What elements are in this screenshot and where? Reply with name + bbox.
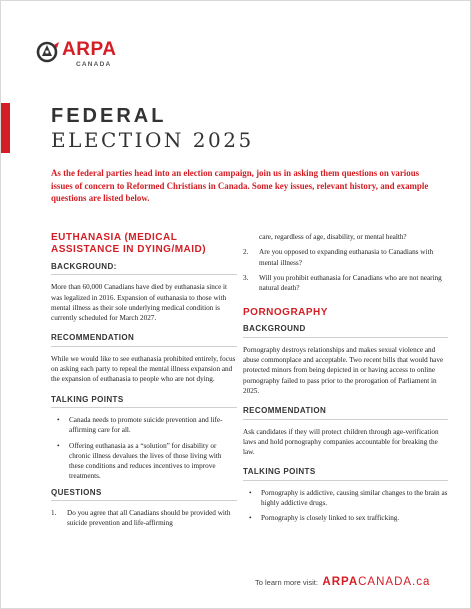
list-item: • Pornography is closely linked to sex trafficking. (243, 513, 448, 523)
pornography-recommendation-text: Ask candidates if they will protect children through age-verification laws and hold pornography companies accountable for breaking the law. (243, 427, 439, 457)
footer-url-canada[interactable]: CANADA.ca (358, 576, 431, 588)
euthanasia-background-text: More than 60,000 Canadians have died by euthanasia since it was legalized in 2016. Expansion of euthanasia to those with mental illness as their sole underlying medical condition is currently scheduled for March 2027. (51, 283, 228, 323)
arpa-logo[interactable] (35, 39, 145, 79)
pornography-background-text: Pornography destroys relationships and makes sexual violence and abuse commonplace and acceptable. Two recent bills that would have protected minors from being depicted in or having access to online pornography failed to pass prior to the prorogation of Parliament in 2025. (243, 345, 444, 395)
list-item (243, 273, 448, 294)
footer-prompt: To learn more visit: (255, 578, 318, 587)
list-item: • Canada needs to promote suicide prevention and life-affirming care for all. (51, 415, 237, 436)
question-number: 1. (51, 509, 57, 518)
euthanasia-background-heading: BACKGROUND: (51, 262, 237, 275)
logo-name: ARPA (62, 39, 117, 60)
left-column (51, 232, 237, 534)
footer-link[interactable] (255, 572, 455, 590)
euthanasia-questions-part2 (243, 232, 448, 293)
page-title-line2: ELECTION 2025 (51, 128, 254, 152)
euthanasia-talking-points (51, 415, 237, 482)
page-title-line1: FEDERAL (51, 105, 167, 127)
pornography-recommendation-heading: RECOMMENDATION (243, 406, 448, 419)
footer-url-arpa[interactable]: ARPA (322, 576, 359, 588)
pornography-section-title: PORNOGRAPHY (243, 307, 328, 319)
euthanasia-questions-part1 (51, 508, 237, 529)
question-text: Are you opposed to expanding euthanasia to Canadians with mental illness? (259, 248, 434, 267)
list-item (243, 247, 448, 268)
arpa-logo-icon (35, 39, 61, 65)
accent-bar (1, 103, 10, 153)
list-item (243, 232, 448, 242)
euthanasia-section-title: EUTHANASIA (MEDICAL ASSISTANCE IN DYING/MAID) (51, 232, 207, 255)
question-text-continued: care, regardless of age, disability, or mental health? (259, 233, 407, 241)
question-number: 3. (243, 273, 249, 282)
logo-subtitle: CANADA (76, 61, 112, 68)
euthanasia-talking-points-heading: TALKING POINTS (51, 395, 237, 408)
euthanasia-recommendation-text: While we would like to see euthanasia prohibited entirely, focus on asking each party to repeal the mental illness expansion and the expansion of euthanasia to people who are not dying. (51, 354, 236, 384)
question-text: Will you prohibit euthanasia for Canadians who are not nearing natural death? (259, 273, 442, 293)
pornography-talking-points (243, 488, 448, 524)
question-number: 2. (243, 248, 249, 257)
intro-paragraph: As the federal parties head into an election campaign, join us in asking them questions on various issues of concern to Reformed Christians in Canada. Some key issues, relevant history, and example questions are listed below. (51, 168, 429, 203)
list-item: • Offering euthanasia as a “solution” for disability or chronic illness devalues the lives of those living with these conditions and reduces incentives to improve treatments. (51, 441, 237, 482)
right-column (243, 232, 448, 529)
list-item (51, 508, 237, 529)
euthanasia-questions-heading: QUESTIONS (51, 488, 237, 501)
pornography-background-heading: BACKGROUND (243, 324, 448, 337)
euthanasia-recommendation-heading: RECOMMENDATION (51, 333, 237, 346)
list-item: • Pornography is addictive, causing similar changes to the brain as highly addictive drugs. (243, 488, 448, 509)
pornography-talking-points-heading: TALKING POINTS (243, 467, 448, 480)
question-text: Do you agree that all Canadians should be provided with suicide prevention and life-affirming (67, 509, 231, 528)
